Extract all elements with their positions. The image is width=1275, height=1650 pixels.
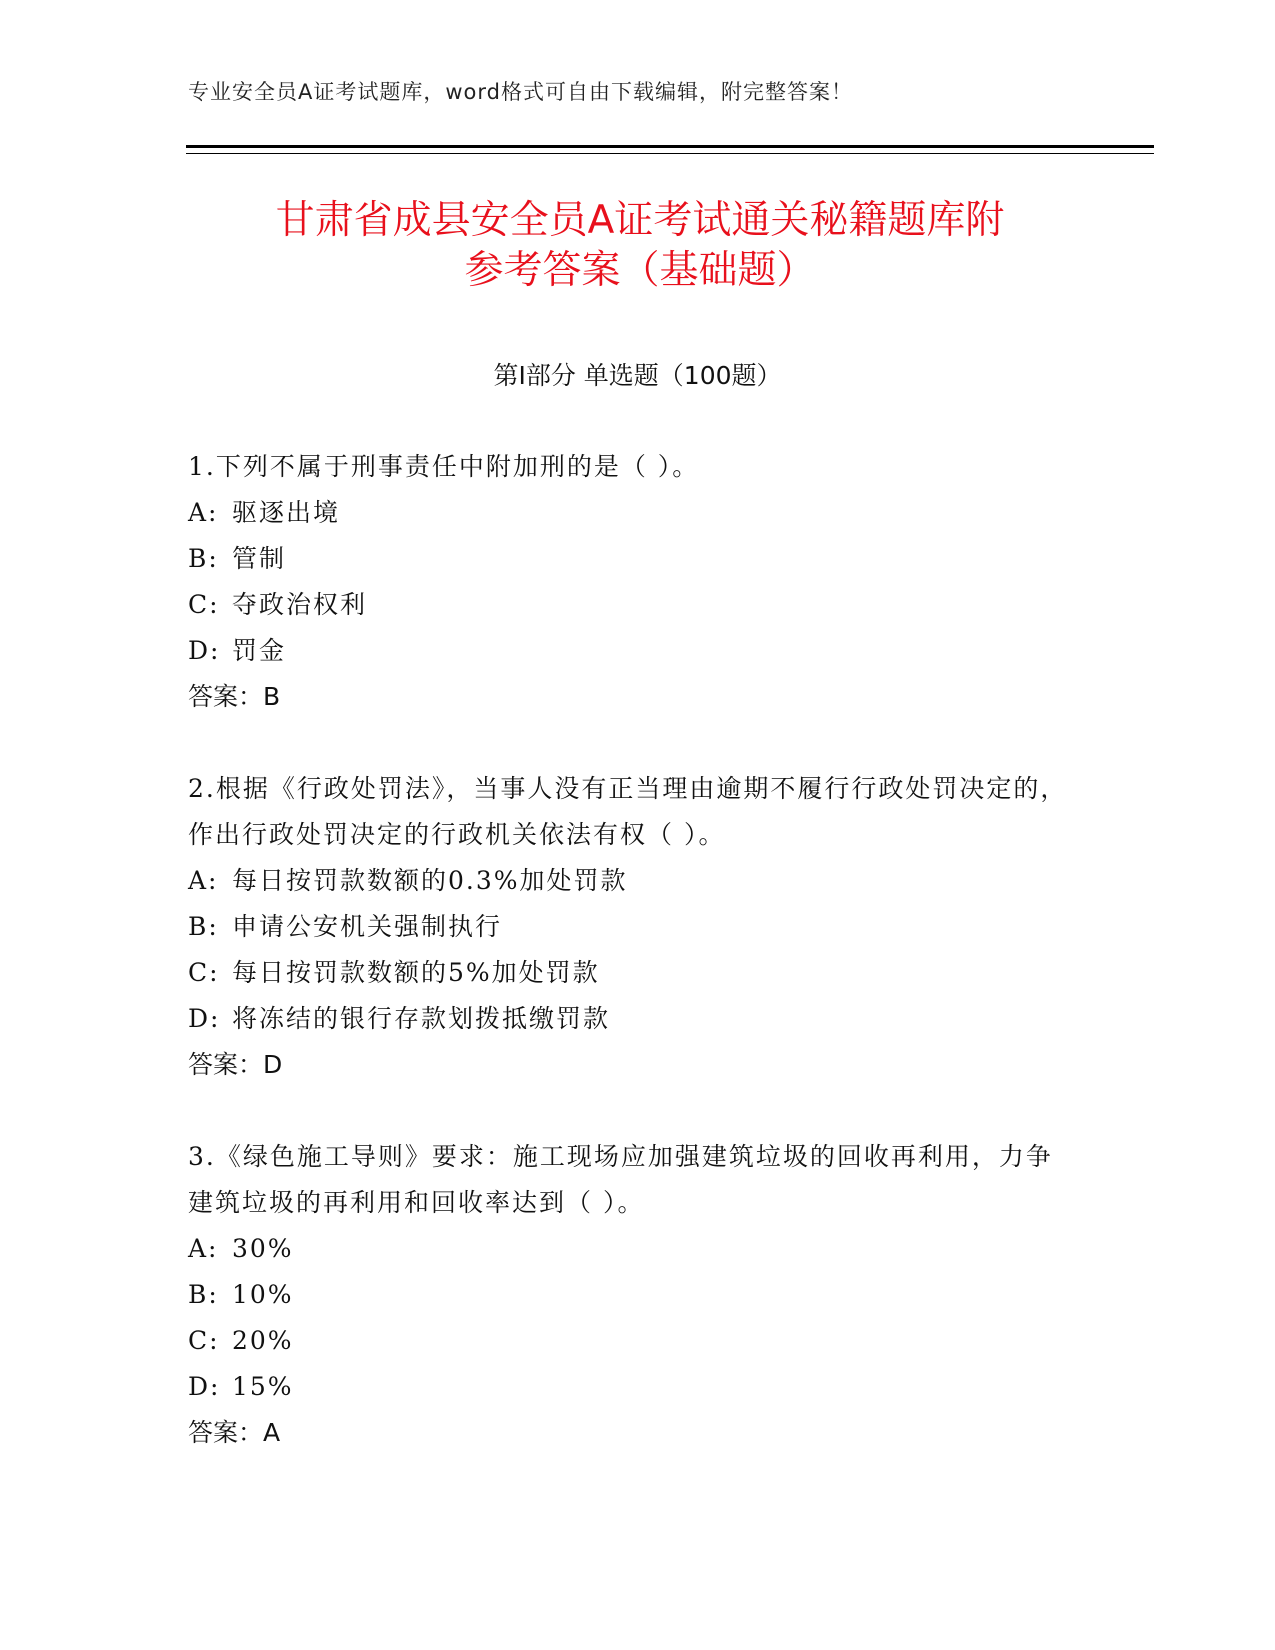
- option-text: 15%: [232, 1372, 294, 1401]
- option-c: [188, 582, 1068, 628]
- option-text: 10%: [232, 1280, 294, 1309]
- option-text: 夺政治权利: [232, 590, 368, 619]
- question-2: [188, 766, 1068, 1088]
- option-a: [188, 858, 1068, 904]
- option-key: C:: [188, 958, 220, 987]
- option-key: B:: [188, 912, 219, 941]
- question-list: [188, 444, 1068, 1502]
- answer: 答案：B: [188, 682, 281, 711]
- question-stem: 1.下列不属于刑事责任中附加刑的是（ ）。: [188, 452, 700, 481]
- question-1: [188, 444, 1068, 720]
- option-b: [188, 1272, 1068, 1318]
- answer: 答案：D: [188, 1050, 283, 1079]
- option-d: [188, 628, 1068, 674]
- option-key: B:: [188, 544, 219, 573]
- option-text: 驱逐出境: [232, 498, 341, 527]
- document-title-line1: 甘肃省成县安全员A证考试通关秘籍题库附: [275, 198, 1005, 243]
- answer: 答案：A: [188, 1418, 281, 1447]
- document-title: [150, 196, 1130, 296]
- option-text: 将冻结的银行存款划拨抵缴罚款: [232, 1004, 611, 1033]
- option-key: D:: [188, 636, 221, 665]
- option-a: [188, 1226, 1068, 1272]
- question-3: [188, 1134, 1068, 1456]
- option-text: 每日按罚款数额的5%加处罚款: [232, 958, 600, 987]
- header-note: 专业安全员A证考试题库，word格式可自由下载编辑，附完整答案！: [188, 80, 853, 104]
- option-text: 30%: [232, 1234, 294, 1263]
- header-rule-thin: [186, 153, 1154, 154]
- option-key: C:: [188, 1326, 220, 1355]
- option-key: A:: [188, 1234, 219, 1263]
- option-c: [188, 950, 1068, 996]
- option-text: 20%: [232, 1326, 294, 1355]
- option-text: 每日按罚款数额的0.3%加处罚款: [232, 866, 628, 895]
- option-a: [188, 490, 1068, 536]
- option-text: 罚金: [232, 636, 287, 665]
- option-key: A:: [188, 866, 219, 895]
- question-stem: 3.《绿色施工导则》要求：施工现场应加强建筑垃圾的回收再利用，力争建筑垃圾的再利用和回收率达到（ ）。: [188, 1142, 1053, 1217]
- option-key: D:: [188, 1004, 221, 1033]
- question-stem: 2.根据《行政处罚法》，当事人没有正当理由逾期不履行行政处罚决定的，作出行政处罚决定的行政机关依法有权（ ）。: [188, 774, 1068, 849]
- option-d: [188, 1364, 1068, 1410]
- option-key: A:: [188, 498, 219, 527]
- option-key: C:: [188, 590, 220, 619]
- option-text: 管制: [232, 544, 287, 573]
- option-d: [188, 996, 1068, 1042]
- section-heading: 第Ⅰ部分 单选题（100题）: [493, 361, 782, 390]
- document-title-line2: 参考答案（基础题）: [464, 248, 816, 293]
- option-key: D:: [188, 1372, 221, 1401]
- option-text: 申请公安机关强制执行: [232, 912, 503, 941]
- option-b: [188, 536, 1068, 582]
- header-rule-thick: [186, 145, 1154, 148]
- option-key: B:: [188, 1280, 219, 1309]
- option-c: [188, 1318, 1068, 1364]
- option-b: [188, 904, 1068, 950]
